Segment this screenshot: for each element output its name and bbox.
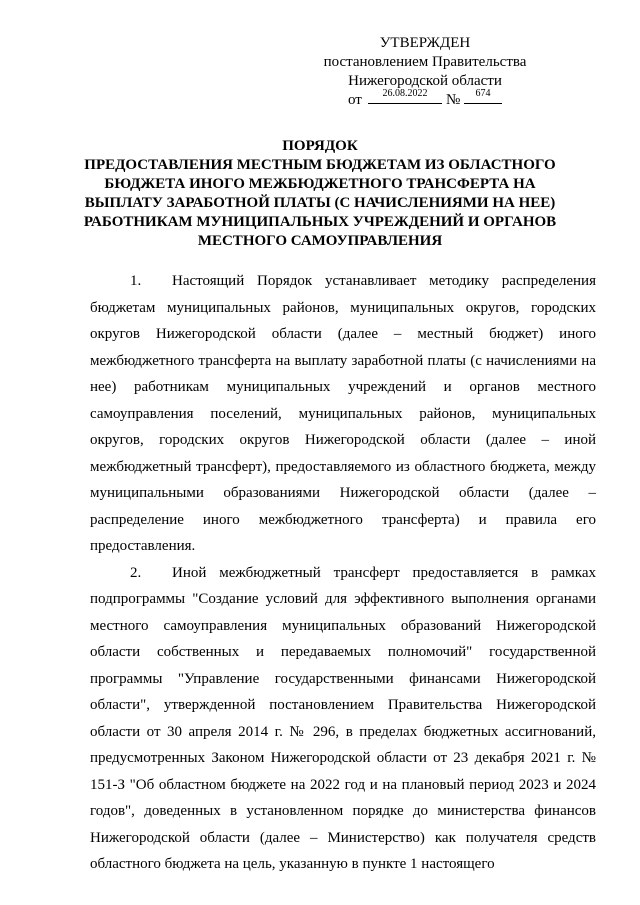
paragraph-text: Иной межбюджетный трансферт предоставляется в рамках подпрограммы "Создание условий для эффективного выполнения органами местного самоуправления муниципальных образований Нижегородской области собственных и передаваемых полномочий" государственной программы "Управление государственными финансами Нижегородской области", утвержденной постановлением Правительства Нижегородской области от 30 апреля 2014 г. № 296, в пределах бюджетных ассигнований, предусмотренных Законом Нижегородской области от 23 декабря 2021 г. № 151-З "Об областном бюджете на 2022 год и на плановый период 2023 и 2024 годов", доведенных в установленном порядке до министерства финансов Нижегородской области (далее – Министерство) как получателя средств областного бюджета на цель, указанную в пункте 1 настоящего: [90, 564, 596, 872]
paragraph-1: [90, 268, 596, 560]
title-line: ПРЕДОСТАВЛЕНИЯ МЕСТНЫМ БЮДЖЕТАМ ИЗ ОБЛАСТНОГО: [84, 157, 556, 173]
approval-authority: постановлением Правительства: [323, 54, 527, 70]
title-line: ПОРЯДОК: [282, 138, 358, 154]
paragraph-number: 2.: [130, 564, 142, 581]
paragraph-text: Настоящий Порядок устанавливает методику распределения бюджетам муниципальных районов, муниципальных округов, городских округов Нижегородской области (далее – местный бюджет) иного межбюджетного трансферта на выплату заработной платы (с начислениями на нее) работникам муниципальных учреждений и органов местного самоуправления поселений, муниципальных районов, муниципальных округов, городских округов Нижегородской области (далее – иной межбюджетный трансферт), предоставляемого из областного бюджета, между муниципальными образованиями Нижегородской области (далее – распределение иного межбюджетного трансферта) и правила его предоставления.: [90, 273, 596, 554]
paragraph-2: [90, 560, 596, 878]
document-title: [70, 137, 570, 251]
approval-number: 674: [464, 87, 502, 104]
approval-date: 26.08.2022: [368, 87, 442, 104]
document-body: [90, 268, 596, 878]
title-line: ВЫПЛАТУ ЗАРАБОТНОЙ ПЛАТЫ (С НАЧИСЛЕНИЯМИ НА НЕЕ): [84, 195, 556, 211]
title-line: МЕСТНОГО САМОУПРАВЛЕНИЯ: [197, 233, 443, 249]
approval-stamp: [300, 34, 550, 108]
paragraph-number: 1.: [130, 273, 142, 289]
number-sign: №: [446, 92, 461, 108]
approval-heading: УТВЕРЖДЕН: [379, 35, 471, 51]
title-line: РАБОТНИКАМ МУНИЦИПАЛЬНЫХ УЧРЕЖДЕНИЙ И ОРГАНОВ: [83, 214, 557, 230]
title-line: БЮДЖЕТА ИНОГО МЕЖБЮДЖЕТНОГО ТРАНСФЕРТА НА: [104, 176, 536, 192]
from-label: от: [348, 92, 362, 108]
approval-region: Нижегородской области: [348, 73, 502, 89]
